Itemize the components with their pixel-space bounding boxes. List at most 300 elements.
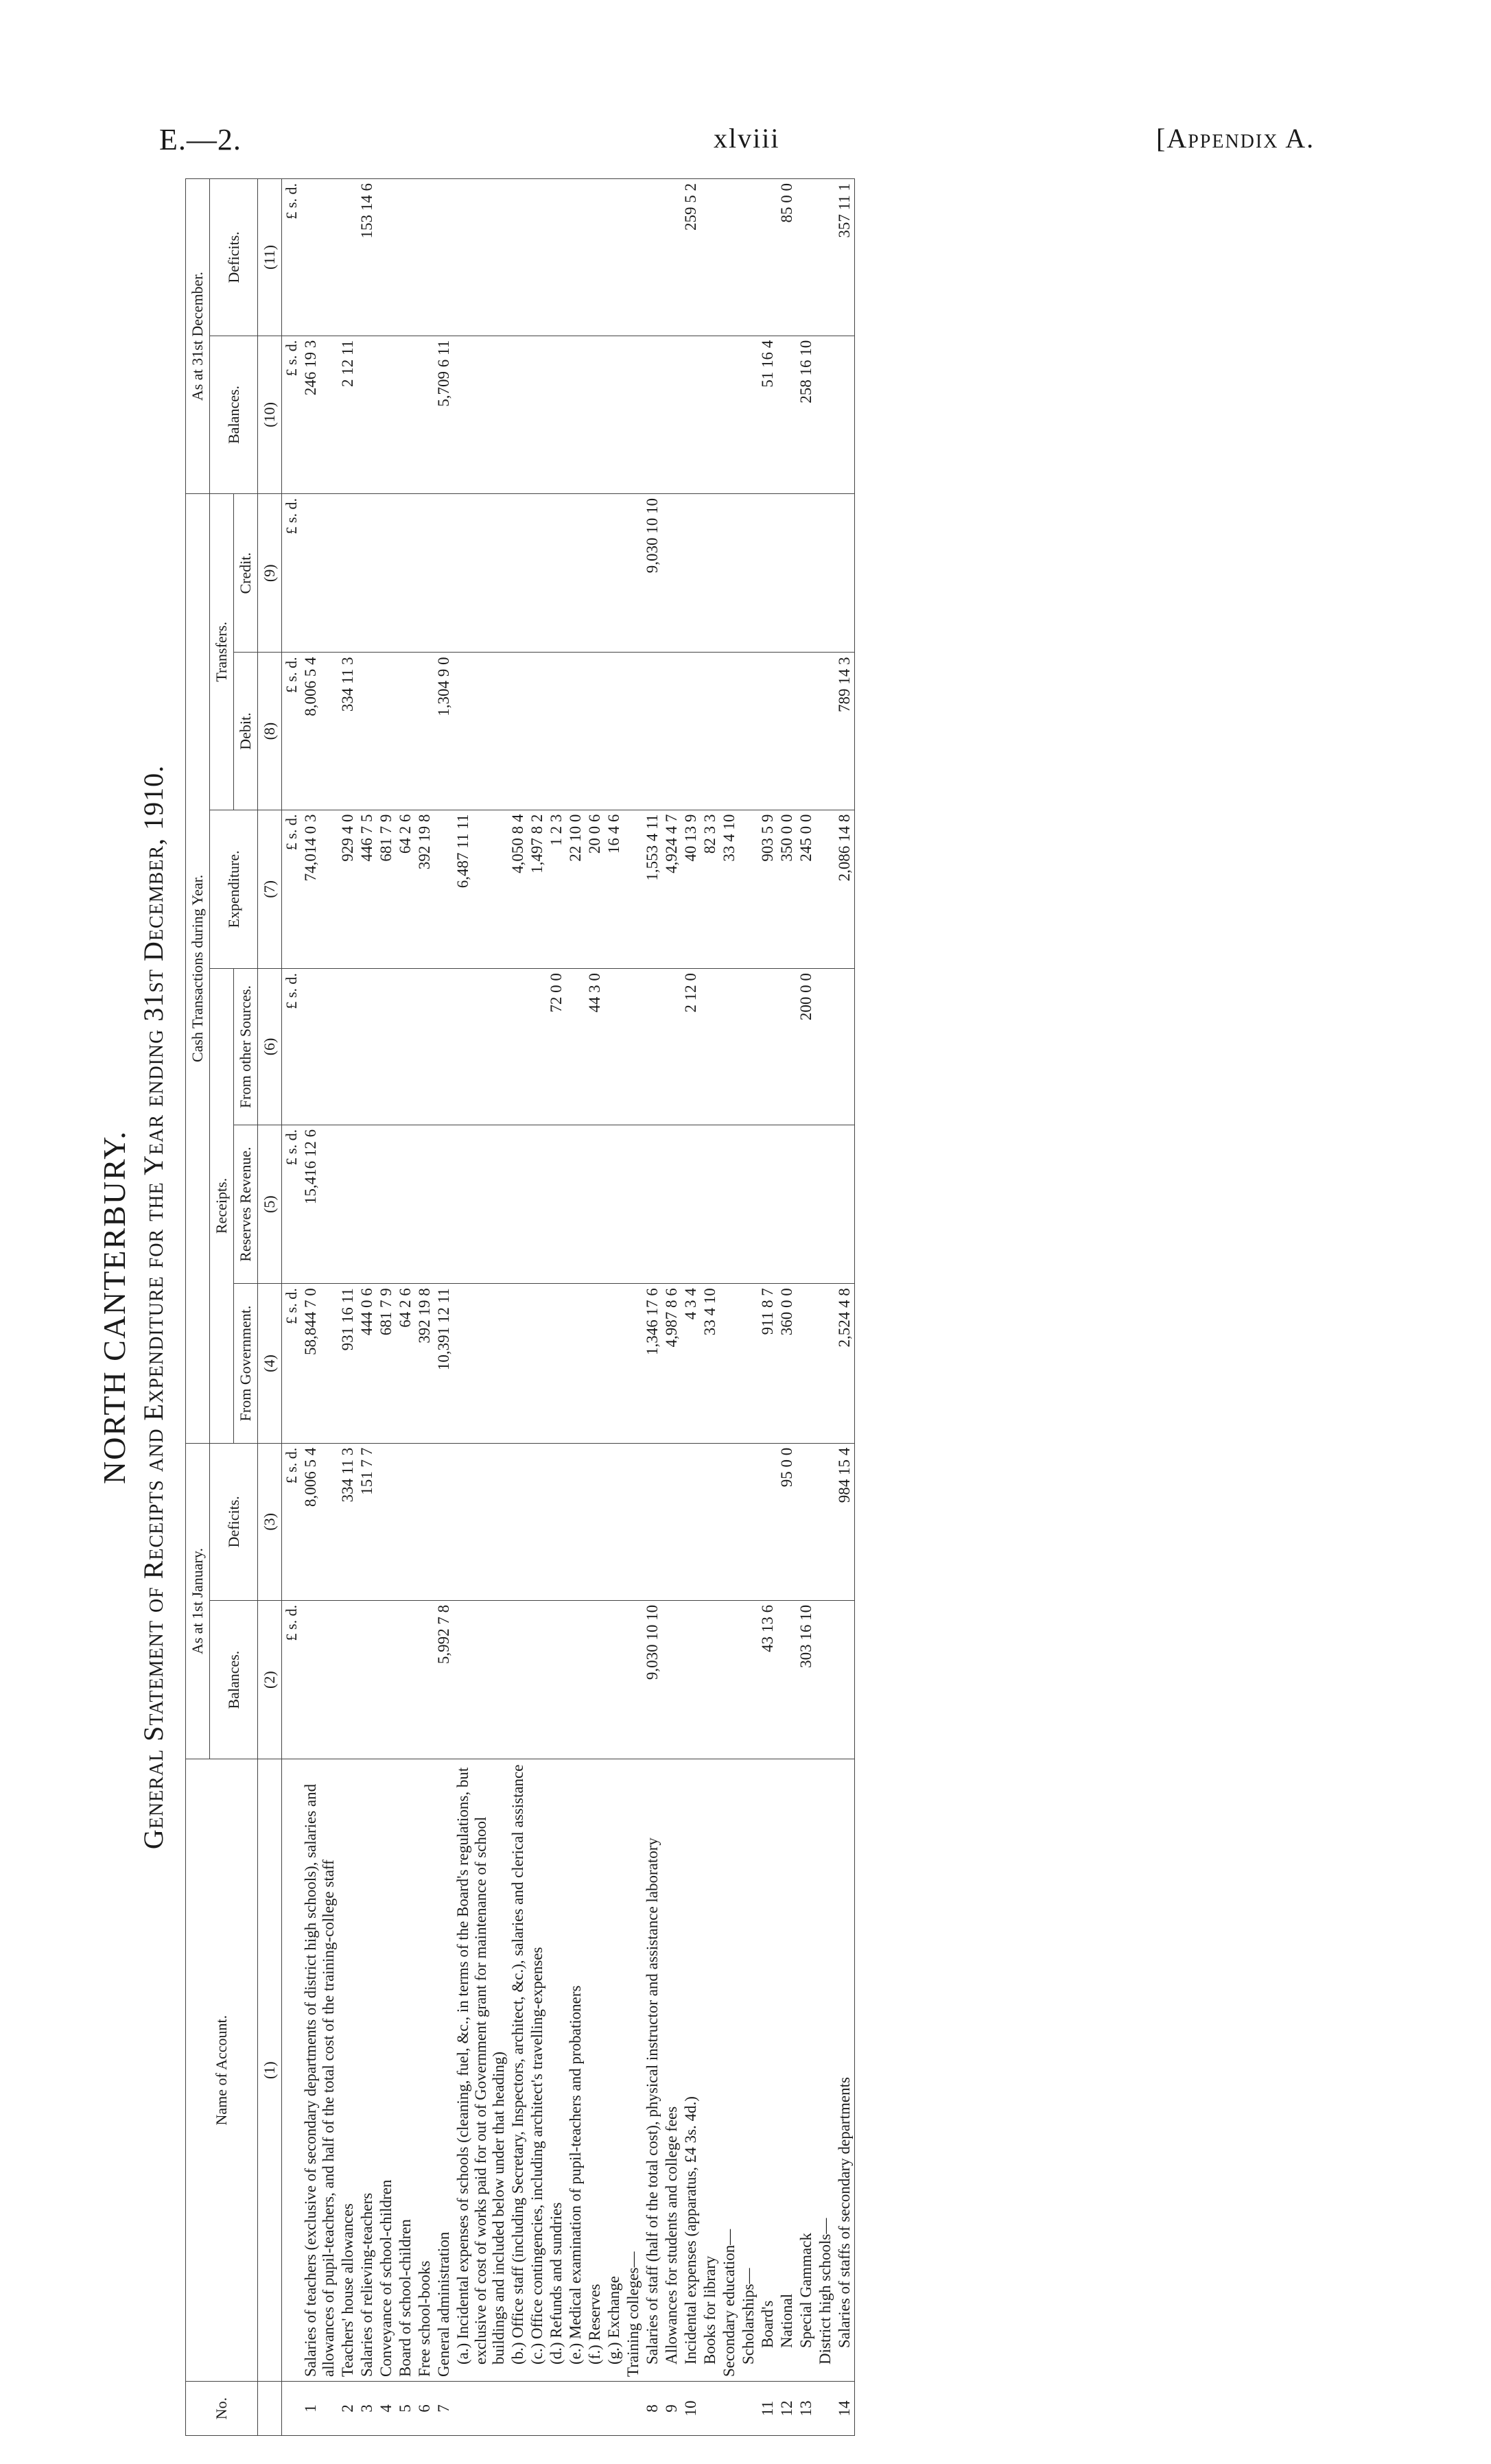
balance-31-dec-cell xyxy=(681,336,701,493)
deficit-1-jan-cell xyxy=(377,1443,396,1600)
account-number: 14 xyxy=(835,2382,855,2436)
balance-1-jan-cell xyxy=(720,1600,739,1759)
col-group-1st-january: As at 1st January. xyxy=(186,1443,210,1759)
unit-label: £ s. d. xyxy=(282,653,302,810)
from-government-cell xyxy=(604,1284,624,1443)
col-number: (6) xyxy=(258,969,282,1125)
balance-31-dec-cell xyxy=(604,336,624,493)
transfer-credit-cell xyxy=(720,494,739,653)
account-name: Salaries of staff (half of the total cost), physical instructor and assistance laboratory xyxy=(643,1759,662,2382)
deficit-31-dec-cell xyxy=(566,179,585,336)
account-number xyxy=(816,2382,835,2436)
deficit-1-jan-cell xyxy=(604,1443,624,1600)
transfer-credit-cell xyxy=(758,494,777,653)
col-reserves-revenue-header: Reserves Revenue. xyxy=(234,1125,258,1283)
other-sources-cell xyxy=(415,969,434,1125)
table-row xyxy=(415,179,434,2436)
deficit-31-dec-cell xyxy=(547,179,566,336)
deficit-1-jan-cell xyxy=(816,1443,835,1600)
page-number: xlviii xyxy=(714,123,780,154)
expenditure-cell: 1,553 4 11 xyxy=(643,810,662,968)
from-government-cell xyxy=(720,1284,739,1443)
reserves-revenue-cell xyxy=(816,1125,835,1283)
other-sources-cell xyxy=(662,969,681,1125)
deficit-31-dec-cell xyxy=(454,179,508,336)
reserves-revenue-cell xyxy=(739,1125,758,1283)
deficit-31-dec-cell xyxy=(585,179,604,336)
col-no-header: No. xyxy=(186,2382,258,2436)
balance-1-jan-cell xyxy=(508,1600,528,1759)
table-row xyxy=(454,179,508,2436)
account-name: Secondary education— xyxy=(720,1759,739,2382)
deficit-1-jan-cell xyxy=(643,1443,662,1600)
account-name: General administration xyxy=(434,1759,454,2382)
account-number: 8 xyxy=(643,2382,662,2436)
from-government-cell xyxy=(816,1284,835,1443)
table-row xyxy=(624,179,643,2436)
expenditure-cell: 1,497 8 2 xyxy=(528,810,547,968)
transfer-credit-cell xyxy=(301,494,338,653)
balance-1-jan-cell xyxy=(338,1600,357,1759)
reserves-revenue-cell xyxy=(835,1125,855,1283)
other-sources-cell xyxy=(377,969,396,1125)
other-sources-cell xyxy=(835,969,855,1125)
table-row xyxy=(396,179,415,2436)
expenditure-cell xyxy=(739,810,758,968)
balance-1-jan-cell xyxy=(415,1600,434,1759)
table-row xyxy=(681,179,701,2436)
deficit-1-jan-cell xyxy=(396,1443,415,1600)
other-sources-cell xyxy=(528,969,547,1125)
from-government-cell: 681 7 9 xyxy=(377,1284,396,1443)
expenditure-cell: 2,086 14 8 xyxy=(835,810,855,968)
other-sources-cell xyxy=(624,969,643,1125)
table-row xyxy=(566,179,585,2436)
deficit-31-dec-cell xyxy=(816,179,835,336)
deficit-31-dec-cell xyxy=(758,179,777,336)
transfer-credit-cell xyxy=(528,494,547,653)
reserves-revenue-cell xyxy=(701,1125,720,1283)
expenditure-cell: 16 4 6 xyxy=(604,810,624,968)
reserves-revenue-cell xyxy=(508,1125,528,1283)
transfer-debit-cell xyxy=(777,653,797,810)
from-government-cell: 931 16 11 xyxy=(338,1284,357,1443)
balance-31-dec-cell xyxy=(585,336,604,493)
balance-31-dec-cell xyxy=(566,336,585,493)
balance-31-dec-cell xyxy=(547,336,566,493)
table-row xyxy=(357,179,377,2436)
reserves-revenue-cell xyxy=(357,1125,377,1283)
transfer-credit-cell: 9,030 10 10 xyxy=(643,494,662,653)
reserves-revenue-cell xyxy=(604,1125,624,1283)
account-name: Salaries of staffs of secondary departments xyxy=(835,1759,855,2382)
deficit-31-dec-cell: 153 14 6 xyxy=(357,179,377,336)
deficit-1-jan-cell: 334 11 3 xyxy=(338,1443,357,1600)
transfer-credit-cell xyxy=(547,494,566,653)
deficit-31-dec-cell xyxy=(701,179,720,336)
transfer-credit-cell xyxy=(377,494,396,653)
transfer-credit-cell xyxy=(777,494,797,653)
table-row xyxy=(701,179,720,2436)
statement-table xyxy=(185,178,855,2436)
statement-title: NORTH CANTERBURY. xyxy=(97,1130,132,1485)
transfer-credit-cell xyxy=(357,494,377,653)
balance-1-jan-cell xyxy=(604,1600,624,1759)
deficit-1-jan-cell xyxy=(701,1443,720,1600)
table-row xyxy=(797,179,816,2436)
col-number: (5) xyxy=(258,1125,282,1283)
deficit-31-dec-cell xyxy=(396,179,415,336)
account-name: (d.) Refunds and sundries xyxy=(547,1759,566,2382)
deficit-1-jan-cell xyxy=(797,1443,816,1600)
expenditure-cell: 350 0 0 xyxy=(777,810,797,968)
from-government-cell: 4,987 8 6 xyxy=(662,1284,681,1443)
col-number: (8) xyxy=(258,653,282,810)
col-number: (4) xyxy=(258,1284,282,1443)
unit-label: £ s. d. xyxy=(282,1284,302,1443)
page-code: E.—2. xyxy=(159,123,242,156)
account-number xyxy=(624,2382,643,2436)
transfer-debit-cell: 789 14 3 xyxy=(835,653,855,810)
transfer-debit-cell xyxy=(396,653,415,810)
unit-label: £ s. d. xyxy=(282,336,302,493)
balance-1-jan-cell xyxy=(739,1600,758,1759)
transfer-credit-cell xyxy=(701,494,720,653)
expenditure-cell: 4,924 4 7 xyxy=(662,810,681,968)
reserves-revenue-cell xyxy=(547,1125,566,1283)
balance-1-jan-cell xyxy=(662,1600,681,1759)
account-number: 6 xyxy=(415,2382,434,2436)
balance-31-dec-cell xyxy=(377,336,396,493)
from-government-cell xyxy=(508,1284,528,1443)
col-deficits-31-header: Deficits. xyxy=(210,179,258,336)
account-number xyxy=(720,2382,739,2436)
deficit-1-jan-cell xyxy=(415,1443,434,1600)
other-sources-cell xyxy=(758,969,777,1125)
from-government-cell: 4 3 4 xyxy=(681,1284,701,1443)
reserves-revenue-cell xyxy=(758,1125,777,1283)
transfer-debit-cell xyxy=(547,653,566,810)
balance-31-dec-cell xyxy=(643,336,662,493)
other-sources-cell xyxy=(396,969,415,1125)
reserves-revenue-cell xyxy=(454,1125,508,1283)
transfer-credit-cell xyxy=(434,494,454,653)
balance-31-dec-cell xyxy=(508,336,528,493)
expenditure-cell xyxy=(434,810,454,968)
account-name: National xyxy=(777,1759,797,2382)
table-row xyxy=(662,179,681,2436)
transfer-credit-cell xyxy=(454,494,508,653)
from-government-cell: 58,844 7 0 xyxy=(301,1284,338,1443)
table-row xyxy=(643,179,662,2436)
other-sources-cell xyxy=(720,969,739,1125)
balance-31-dec-cell xyxy=(357,336,377,493)
account-number: 4 xyxy=(377,2382,396,2436)
account-name: Free school-books xyxy=(415,1759,434,2382)
col-number: (11) xyxy=(258,179,282,336)
deficit-1-jan-cell xyxy=(508,1443,528,1600)
reserves-revenue-cell xyxy=(566,1125,585,1283)
reserves-revenue-cell xyxy=(396,1125,415,1283)
deficit-1-jan-cell xyxy=(662,1443,681,1600)
other-sources-cell xyxy=(454,969,508,1125)
unit-label: £ s. d. xyxy=(282,1125,302,1283)
units-row xyxy=(282,179,302,2436)
reserves-revenue-cell xyxy=(434,1125,454,1283)
col-number: (3) xyxy=(258,1443,282,1600)
account-name: (a.) Incidental expenses of schools (cleaning, fuel, &c., in terms of the Board's regulations, but exclusive of cost of works paid for out of Government grant for maintenance of school buildings and included below under that heading) xyxy=(454,1759,508,2382)
table-row xyxy=(604,179,624,2436)
transfer-credit-cell xyxy=(739,494,758,653)
from-government-cell: 2,524 4 8 xyxy=(835,1284,855,1443)
expenditure-cell: 245 0 0 xyxy=(797,810,816,968)
account-name: Scholarships— xyxy=(739,1759,758,2382)
account-name: (g.) Exchange xyxy=(604,1759,624,2382)
balance-1-jan-cell xyxy=(528,1600,547,1759)
col-deficits-1-header: Deficits. xyxy=(210,1443,258,1600)
account-name: Training colleges— xyxy=(624,1759,643,2382)
account-number xyxy=(739,2382,758,2436)
deficit-31-dec-cell xyxy=(528,179,547,336)
transfer-credit-cell xyxy=(624,494,643,653)
from-government-cell xyxy=(739,1284,758,1443)
transfer-debit-cell xyxy=(604,653,624,810)
deficit-31-dec-cell xyxy=(662,179,681,336)
reserves-revenue-cell xyxy=(415,1125,434,1283)
transfer-debit-cell: 8,006 5 4 xyxy=(301,653,338,810)
transfer-debit-cell xyxy=(662,653,681,810)
reserves-revenue-cell xyxy=(681,1125,701,1283)
deficit-1-jan-cell xyxy=(585,1443,604,1600)
table-row xyxy=(434,179,454,2436)
from-government-cell xyxy=(566,1284,585,1443)
balance-1-jan-cell xyxy=(624,1600,643,1759)
account-name: Special Gammack xyxy=(797,1759,816,2382)
account-name: Allowances for students and college fees xyxy=(662,1759,681,2382)
deficit-1-jan-cell xyxy=(566,1443,585,1600)
deficit-1-jan-cell: 8,006 5 4 xyxy=(301,1443,338,1600)
other-sources-cell: 200 0 0 xyxy=(797,969,816,1125)
deficit-31-dec-cell xyxy=(301,179,338,336)
statement-sheet xyxy=(89,178,1393,2436)
balance-31-dec-cell xyxy=(454,336,508,493)
transfer-debit-cell xyxy=(415,653,434,810)
unit-label: £ s. d. xyxy=(282,810,302,968)
balance-31-dec-cell xyxy=(835,336,855,493)
from-government-cell xyxy=(454,1284,508,1443)
transfer-debit-cell xyxy=(528,653,547,810)
transfer-debit-cell xyxy=(585,653,604,810)
other-sources-cell: 72 0 0 xyxy=(547,969,566,1125)
expenditure-cell: 64 2 6 xyxy=(396,810,415,968)
deficit-1-jan-cell xyxy=(758,1443,777,1600)
from-government-cell: 64 2 6 xyxy=(396,1284,415,1443)
reserves-revenue-cell xyxy=(777,1125,797,1283)
from-government-cell: 33 4 10 xyxy=(701,1284,720,1443)
balance-31-dec-cell xyxy=(624,336,643,493)
from-government-cell: 444 0 6 xyxy=(357,1284,377,1443)
balance-1-jan-cell xyxy=(396,1600,415,1759)
deficit-1-jan-cell xyxy=(454,1443,508,1600)
unit-label: £ s. d. xyxy=(282,969,302,1125)
transfer-credit-cell xyxy=(604,494,624,653)
transfer-debit-cell xyxy=(454,653,508,810)
expenditure-cell: 4,050 8 4 xyxy=(508,810,528,968)
deficit-31-dec-cell xyxy=(624,179,643,336)
account-name: Incidental expenses (apparatus, £4 3s. 4d.) xyxy=(681,1759,701,2382)
transfer-debit-cell: 334 11 3 xyxy=(338,653,357,810)
balance-1-jan-cell xyxy=(547,1600,566,1759)
account-number: 10 xyxy=(681,2382,701,2436)
account-number: 9 xyxy=(662,2382,681,2436)
deficit-1-jan-cell xyxy=(547,1443,566,1600)
balance-1-jan-cell xyxy=(777,1600,797,1759)
appendix-label: [Appendix A. xyxy=(1156,123,1315,154)
balance-1-jan-cell xyxy=(585,1600,604,1759)
expenditure-cell: 74,014 0 3 xyxy=(301,810,338,968)
transfer-credit-cell xyxy=(415,494,434,653)
balance-31-dec-cell: 51 16 4 xyxy=(758,336,777,493)
balance-31-dec-cell: 258 16 10 xyxy=(797,336,816,493)
account-number xyxy=(566,2382,585,2436)
reserves-revenue-cell xyxy=(528,1125,547,1283)
balance-31-dec-cell xyxy=(720,336,739,493)
col-number-no xyxy=(258,2382,282,2436)
account-number xyxy=(701,2382,720,2436)
from-government-cell xyxy=(797,1284,816,1443)
balance-31-dec-cell xyxy=(777,336,797,493)
table-row xyxy=(377,179,396,2436)
deficit-1-jan-cell: 984 15 4 xyxy=(835,1443,855,1600)
table-row xyxy=(547,179,566,2436)
deficit-31-dec-cell xyxy=(604,179,624,336)
col-balances-31-header: Balances. xyxy=(210,336,258,493)
deficit-31-dec-cell xyxy=(434,179,454,336)
deficit-1-jan-cell xyxy=(434,1443,454,1600)
from-government-cell: 1,346 17 6 xyxy=(643,1284,662,1443)
other-sources-cell: 44 3 0 xyxy=(585,969,604,1125)
deficit-31-dec-cell xyxy=(377,179,396,336)
expenditure-cell: 6,487 11 11 xyxy=(454,810,508,968)
deficit-31-dec-cell xyxy=(720,179,739,336)
balance-1-jan-cell xyxy=(454,1600,508,1759)
transfer-debit-cell xyxy=(758,653,777,810)
col-debit-header: Debit. xyxy=(234,653,258,810)
transfer-credit-cell xyxy=(396,494,415,653)
account-number: 11 xyxy=(758,2382,777,2436)
table-row xyxy=(816,179,835,2436)
unit-label: £ s. d. xyxy=(282,1600,302,1759)
reserves-revenue-cell xyxy=(643,1125,662,1283)
other-sources-cell: 2 12 0 xyxy=(681,969,701,1125)
account-number xyxy=(508,2382,528,2436)
account-number: 7 xyxy=(434,2382,454,2436)
deficit-1-jan-cell xyxy=(681,1443,701,1600)
transfer-credit-cell xyxy=(585,494,604,653)
table-row xyxy=(720,179,739,2436)
balance-1-jan-cell xyxy=(357,1600,377,1759)
balance-31-dec-cell: 2 12 11 xyxy=(338,336,357,493)
account-name: District high schools— xyxy=(816,1759,835,2382)
transfer-debit-cell xyxy=(508,653,528,810)
balance-1-jan-cell xyxy=(701,1600,720,1759)
expenditure-cell: 446 7 5 xyxy=(357,810,377,968)
account-number: 2 xyxy=(338,2382,357,2436)
from-government-cell xyxy=(585,1284,604,1443)
other-sources-cell xyxy=(777,969,797,1125)
account-name: (e.) Medical examination of pupil-teachers and probationers xyxy=(566,1759,585,2382)
transfer-debit-cell xyxy=(797,653,816,810)
unit-label: £ s. d. xyxy=(282,179,302,336)
col-credit-header: Credit. xyxy=(234,494,258,653)
transfer-debit-cell xyxy=(566,653,585,810)
other-sources-cell xyxy=(301,969,338,1125)
other-sources-cell xyxy=(604,969,624,1125)
col-other-sources-header: From other Sources. xyxy=(234,969,258,1125)
balance-31-dec-cell xyxy=(528,336,547,493)
from-government-cell xyxy=(624,1284,643,1443)
expenditure-cell: 20 0 6 xyxy=(585,810,604,968)
table-row xyxy=(528,179,547,2436)
deficit-1-jan-cell: 151 7 7 xyxy=(357,1443,377,1600)
expenditure-cell: 903 5 9 xyxy=(758,810,777,968)
balance-1-jan-cell xyxy=(835,1600,855,1759)
transfer-credit-cell xyxy=(508,494,528,653)
col-number: (7) xyxy=(258,810,282,968)
deficit-31-dec-cell xyxy=(415,179,434,336)
account-number xyxy=(585,2382,604,2436)
account-name: Books for library xyxy=(701,1759,720,2382)
deficit-31-dec-cell xyxy=(338,179,357,336)
balance-31-dec-cell xyxy=(396,336,415,493)
col-group-receipts: Receipts. xyxy=(210,969,234,1444)
transfer-debit-cell xyxy=(643,653,662,810)
expenditure-cell: 1 2 3 xyxy=(547,810,566,968)
account-name: Conveyance of school-children xyxy=(377,1759,396,2382)
account-number xyxy=(528,2382,547,2436)
expenditure-cell: 392 19 8 xyxy=(415,810,434,968)
account-name: Salaries of teachers (exclusive of secondary departments of district high schools), salaries and allowances of pupil-teachers, and half of the total cost of the training-college staff xyxy=(301,1759,338,2382)
unit-label: £ s. d. xyxy=(282,1443,302,1600)
table-row xyxy=(739,179,758,2436)
expenditure-cell xyxy=(816,810,835,968)
balance-1-jan-cell: 303 16 10 xyxy=(797,1600,816,1759)
account-number: 5 xyxy=(396,2382,415,2436)
transfer-credit-cell xyxy=(566,494,585,653)
deficit-1-jan-cell xyxy=(720,1443,739,1600)
deficit-1-jan-cell: 95 0 0 xyxy=(777,1443,797,1600)
balance-1-jan-cell xyxy=(301,1600,338,1759)
reserves-revenue-cell xyxy=(720,1125,739,1283)
col-balances-1-header: Balances. xyxy=(210,1600,258,1759)
transfer-credit-cell xyxy=(338,494,357,653)
statement-body xyxy=(282,179,855,2436)
other-sources-cell xyxy=(434,969,454,1125)
reserves-revenue-cell xyxy=(797,1125,816,1283)
transfer-credit-cell xyxy=(681,494,701,653)
deficit-31-dec-cell xyxy=(508,179,528,336)
col-group-transfers: Transfers. xyxy=(210,494,234,810)
balance-31-dec-cell xyxy=(701,336,720,493)
expenditure-cell: 33 4 10 xyxy=(720,810,739,968)
deficit-31-dec-cell: 259 5 2 xyxy=(681,179,701,336)
transfer-debit-cell xyxy=(816,653,835,810)
balance-1-jan-cell xyxy=(566,1600,585,1759)
from-government-cell: 10,391 12 11 xyxy=(434,1284,454,1443)
table-row xyxy=(585,179,604,2436)
table-row xyxy=(777,179,797,2436)
account-number xyxy=(454,2382,508,2436)
